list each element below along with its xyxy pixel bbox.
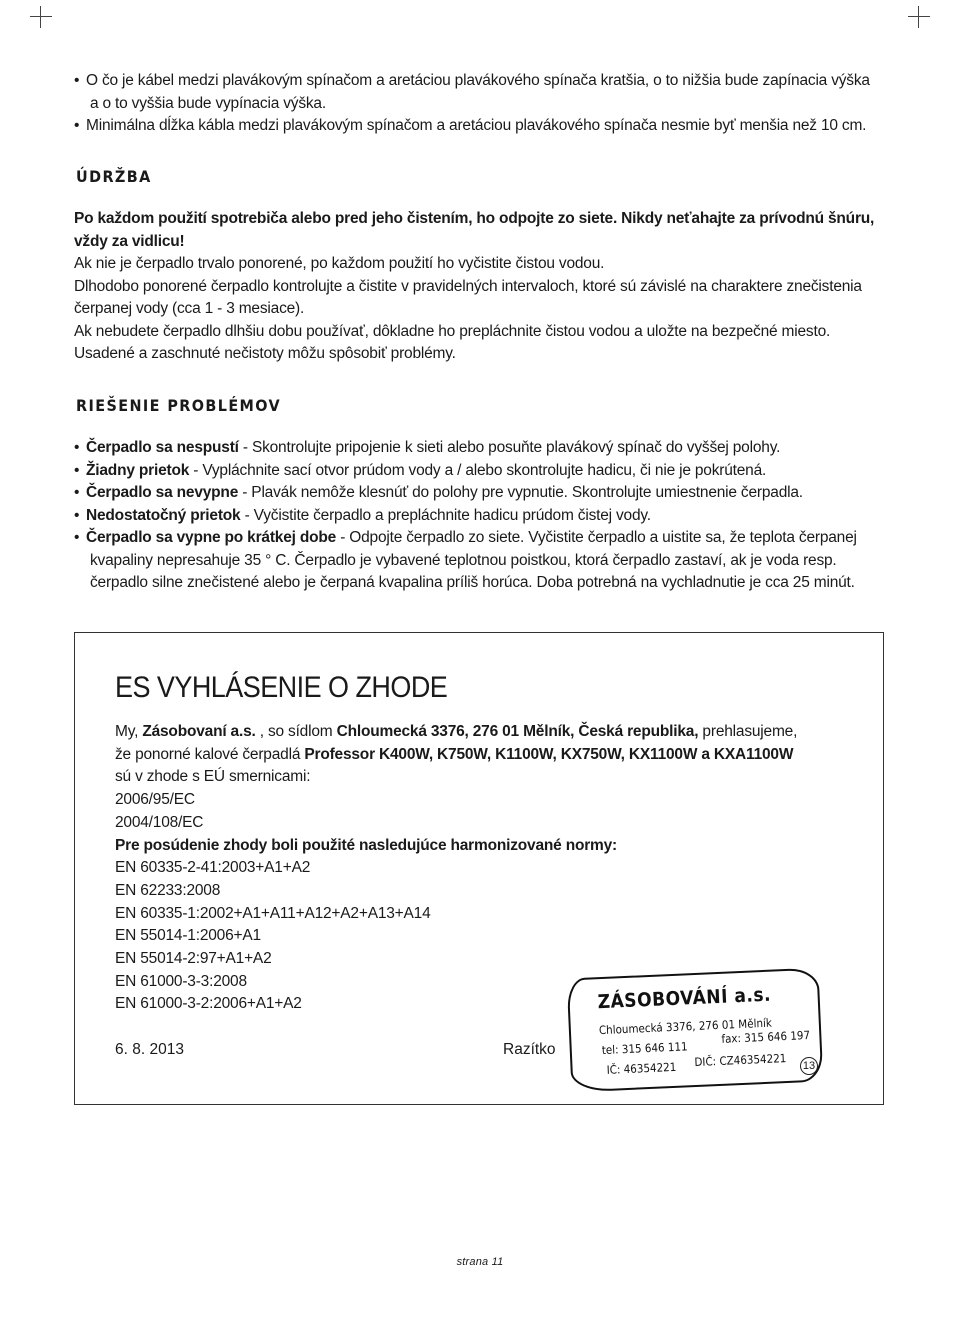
solution-text: - Odpojte čerpadlo zo siete. Vyčistite čerpadlo a uistite sa, že teplota čerpanej (336, 529, 857, 546)
maintenance-heading: ÚDRŽBA (76, 166, 152, 186)
stamp-ic: IČ: 46354221 (606, 1059, 677, 1077)
solution-continuation: čerpadlo silne znečistené alebo je čerpaná kvapalina príliš horúca. Doba potrebná na vychladnutie je cca 25 minút. (90, 574, 855, 591)
solution-continuation: kvapaliny nepresahuje 35 ° C. Čerpadlo je vybavené teplotnou poistkou, ktorá čerpadlo zastaví, ak je voda resp. (90, 551, 837, 569)
declare-text: prehlasujeme, (698, 723, 798, 740)
stamp-dic: DIČ: CZ46354221 (694, 1051, 787, 1070)
declaration-line (115, 744, 835, 767)
float-note-1-line-2: a o to vyššia bude vypínacia výška. (90, 94, 326, 112)
declaration-my: My, (115, 723, 143, 740)
problem-label: Čerpadlo sa nevypne (86, 484, 239, 501)
maintenance-paragraph: Dlhodobo ponorené čerpadlo kontrolujte a čistite v pravidelných intervaloch, ktoré sú závislé na charaktere znečistenia čerpanej vody (cca 1 - 3 mesiace). (74, 277, 862, 317)
norms-intro (115, 835, 835, 858)
float-note-1-line-1: O čo je kábel medzi plavákovým spínačom a aretáciou plavákového spínača kratšia, o to nižšia bude zapínacia výška (86, 72, 870, 89)
solution-text: - Skontrolujte pripojenie k sieti alebo posuňte plavákový spínač do vyššej polohy. (238, 439, 781, 456)
list-item (74, 437, 886, 460)
norm: EN 55014-1:2006+A1 (115, 927, 261, 945)
norm: EN 60335-1:2002+A1+A11+A12+A2+A13+A14 (115, 904, 431, 922)
troubleshooting-heading: RIEŠENIE PROBLÉMOV (76, 395, 282, 415)
registration-mark-left (30, 6, 52, 28)
stamp-address: Chloumecká 3376, 276 01 Mělník (598, 1015, 773, 1038)
declaration-line (115, 721, 835, 744)
problem-label: Čerpadlo sa vypne po krátkej dobe (86, 529, 337, 546)
pump-prefix: že ponorné kalové čerpadlá (115, 745, 305, 763)
directive: 2004/108/EC (115, 813, 204, 831)
stamp-fax: fax: 315 646 197 (721, 1027, 811, 1046)
norm: EN 61000-3-3:2008 (115, 972, 247, 990)
troubleshooting-list (74, 437, 886, 595)
stamp-tel: tel: 315 646 111 (601, 1039, 688, 1058)
solution-text: - Vypláchnite sací otvor prúdom vody a / alebo skontrolujte hadicu, či nie je pokrútená. (189, 461, 767, 479)
registration-mark-right (908, 6, 930, 28)
list-item (74, 527, 886, 595)
maintenance-paragraph: Usadené a zaschnuté nečistoty môžu spôsobiť problémy. (74, 345, 456, 362)
maintenance-paragraph: Ak nie je čerpadlo trvalo ponorené, po každom použití ho vyčistite čistou vodou. (74, 255, 605, 272)
maintenance-warning: Po každom použití spotrebiča alebo pred jeho čistením, ho odpojte zo siete. Nikdy neťahajte za prívodnú šnúru, vždy za vidlicu! (74, 210, 875, 250)
solution-text: - Plavák nemôže klesnúť do polohy pre vypnutie. Skontrolujte umiestnenie čerpadla. (238, 484, 803, 501)
stamp-label: Razítko (503, 1041, 556, 1058)
maintenance-section (74, 208, 886, 366)
directives-intro: sú v zhode s EÚ smernicami: (115, 768, 311, 786)
company-address: Chloumecká 3376, 276 01 Mělník, Česká republika, (336, 723, 699, 740)
page-footer: strana 11 (456, 1256, 504, 1268)
problem-label: Nedostatočný prietok (86, 506, 241, 524)
list-item (74, 115, 886, 138)
company-stamp (567, 968, 824, 1093)
norm: EN 55014-2:97+A1+A2 (115, 950, 272, 968)
problem-label: Žiadny prietok (86, 461, 190, 479)
float-note-2: Minimálna dĺžka kábla medzi plavákovým spínačom a aretáciou plavákového spínača nesmie byť menšia než 10 cm. (86, 117, 867, 134)
list-item (74, 482, 886, 505)
list-item (74, 70, 886, 115)
norm: EN 62233:2008 (115, 881, 221, 899)
page-content (74, 70, 886, 595)
seat-prefix: , so sídlom (255, 723, 337, 740)
company-name: Zásobovaní a.s. (142, 723, 256, 740)
declaration-title: ES VYHLÁSENIE O ZHODE (115, 671, 448, 704)
solution-text: - Vyčistite čerpadlo a prepláchnite hadicu prúdom čistej vody. (240, 506, 651, 524)
stamp-name: ZÁSOBOVÁNÍ a.s. (597, 983, 772, 1014)
maintenance-paragraph: Ak nebudete čerpadlo dlhšiu dobu používať, dôkladne ho prepláchnite čistou vodou a uložte na bezpečné miesto. (74, 322, 831, 340)
norms-intro-text: Pre posúdenie zhody boli použité nasledujúce harmonizované normy: (115, 836, 618, 854)
page-number-badge: 13 (800, 1057, 818, 1075)
directive: 2006/95/EC (115, 791, 195, 809)
list-item (74, 460, 886, 483)
norm: EN 60335-2-41:2003+A1+A2 (115, 859, 311, 877)
list-item (74, 505, 886, 528)
problem-label: Čerpadlo sa nespustí (86, 439, 239, 456)
norm: EN 61000-3-2:2006+A1+A2 (115, 995, 302, 1013)
declaration-date: 6. 8. 2013 (115, 1041, 184, 1058)
pump-models: Professor K400W, K750W, K1100W, KX750W, KX1100W a KXA1100W (304, 745, 794, 763)
float-notes-list (74, 70, 886, 138)
declaration-box (74, 632, 884, 1105)
